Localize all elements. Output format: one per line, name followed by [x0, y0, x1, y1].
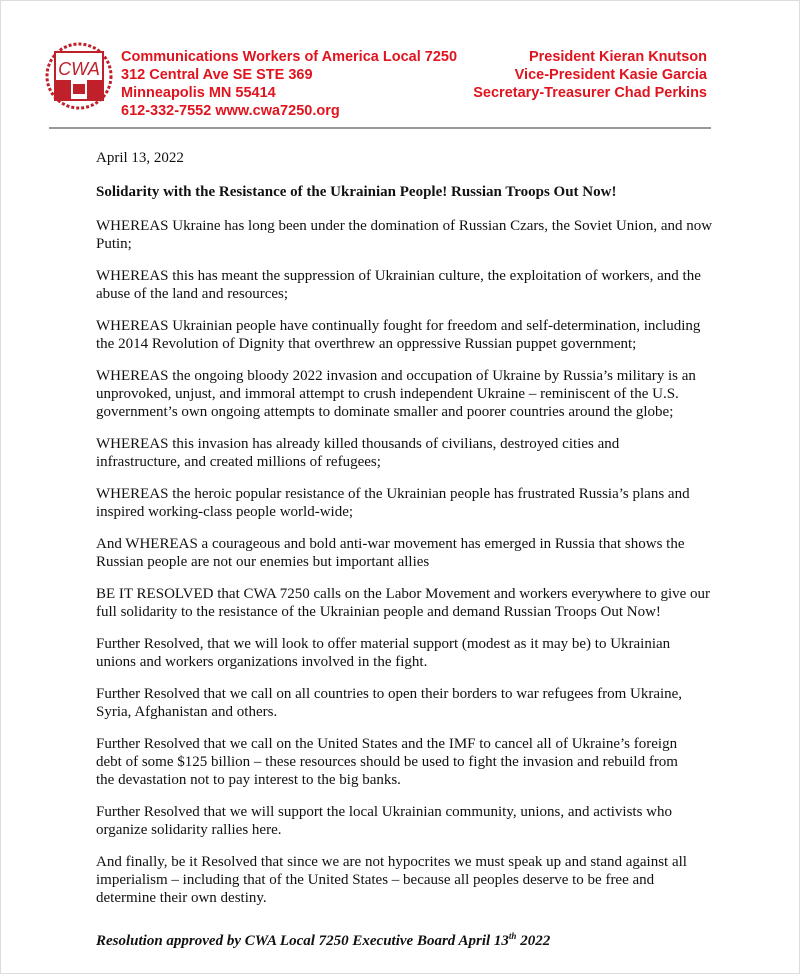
paragraph: [96, 267, 721, 303]
paragraph-line: infrastructure, and created millions of refugees;: [96, 454, 381, 470]
org-name: Communications Workers of America Local 7250: [121, 49, 458, 65]
paragraph: [96, 367, 721, 421]
officers: [473, 48, 707, 102]
approval-suffix: th: [508, 931, 517, 941]
svg-text:CWA: CWA: [58, 59, 100, 79]
paragraph-line: WHEREAS the heroic popular resistance of the Ukrainian people has frustrated Russia’s plans and: [96, 486, 690, 502]
paragraph: [96, 585, 721, 621]
paragraph-line: BE IT RESOLVED that CWA 7250 calls on the Labor Movement and workers everywhere to give our: [96, 586, 711, 602]
paragraph-line: WHEREAS Ukrainian people have continually fought for freedom and self-determination, including: [96, 318, 701, 334]
paragraph-line: WHEREAS the ongoing bloody 2022 invasion and occupation of Ukraine by Russia’s military is an: [96, 368, 696, 384]
paragraph-line: the devastation not to pay interest to the big banks.: [96, 772, 401, 788]
paragraph: [96, 217, 721, 253]
paragraph: [96, 853, 721, 907]
cwa-logo: [45, 42, 113, 110]
paragraph: [96, 803, 721, 839]
approval-year: 2022: [516, 933, 551, 949]
paragraph-line: And finally, be it Resolved that since we are not hypocrites we must speak up and stand against all: [96, 854, 687, 870]
resolution-paragraphs: [96, 217, 721, 907]
paragraph-line: unions and workers organizations involved in the fight.: [96, 654, 428, 670]
paragraph-line: imperialism – including that of the United States – because all peoples deserve to be free and: [96, 872, 655, 888]
paragraph-line: determine their own destiny.: [96, 890, 267, 906]
paragraph-line: WHEREAS Ukraine has long been under the domination of Russian Czars, the Soviet Union, and now: [96, 218, 713, 234]
paragraph: [96, 685, 721, 721]
paragraph-line: debt of some $125 billion – these resources should be used to fight the invasion and rebuild from: [96, 754, 678, 770]
paragraph-line: Russian people are not our enemies but important allies: [96, 554, 430, 570]
paragraph-line: government’s own ongoing attempts to dominate smaller and poorer countries around the globe;: [96, 404, 674, 420]
officer-secretary-treasurer: Secretary-Treasurer Chad Perkins: [473, 85, 707, 101]
paragraph-line: unprovoked, unjust, and immoral attempt to crush independent Ukraine – reminiscent of the U.S.: [96, 386, 679, 402]
org-street: 312 Central Ave SE STE 369: [121, 67, 313, 83]
officer-president: President Kieran Knutson: [528, 49, 707, 65]
paragraph-line: the 2014 Revolution of Dignity that overthrew an oppressive Russian puppet government;: [96, 336, 637, 352]
paragraph-line: abuse of the land and resources;: [96, 286, 289, 302]
paragraph-line: Further Resolved, that we will look to offer material support (modest as it may be) to Ukrainian: [96, 636, 671, 652]
paragraph-line: Putin;: [96, 236, 132, 252]
org-contact: 612-332-7552 www.cwa7250.org: [121, 103, 340, 119]
paragraph: [96, 635, 721, 671]
org-city: Minneapolis MN 55414: [121, 85, 276, 101]
paragraph: [96, 485, 721, 521]
paragraph-line: And WHEREAS a courageous and bold anti-war movement has emerged in Russia that shows the: [96, 536, 685, 552]
resolution-title: Solidarity with the Resistance of the Ukrainian People! Russian Troops Out Now!: [96, 184, 617, 200]
paragraph-line: inspired working-class people world-wide;: [96, 504, 354, 520]
paragraph-line: WHEREAS this invasion has already killed thousands of civilians, destroyed cities and: [96, 436, 620, 452]
paragraph: [96, 735, 721, 789]
approval-note: [96, 927, 550, 950]
paragraph-line: WHEREAS this has meant the suppression of Ukrainian culture, the exploitation of workers, and the: [96, 268, 701, 284]
document-body: [96, 149, 721, 921]
paragraph-line: organize solidarity rallies here.: [96, 822, 282, 838]
paragraph-line: full solidarity to the resistance of the Ukrainian people and demand Russian Troops Out Now!: [96, 604, 661, 620]
paragraph-line: Further Resolved that we call on all countries to open their borders to war refugees from Ukraine,: [96, 686, 683, 702]
paragraph: [96, 317, 721, 353]
paragraph: [96, 535, 721, 571]
letter-date: April 13, 2022: [96, 150, 184, 166]
paragraph-line: Further Resolved that we will support the local Ukrainian community, unions, and activists who: [96, 804, 673, 820]
org-address: [121, 48, 457, 120]
paragraph-line: Syria, Afghanistan and others.: [96, 704, 278, 720]
officer-vice-president: Vice-President Kasie Garcia: [514, 67, 707, 83]
header-divider: [49, 127, 711, 129]
paragraph-line: Further Resolved that we call on the United States and the IMF to cancel all of Ukraine’s foreign: [96, 736, 678, 752]
approval-text: Resolution approved by CWA Local 7250 Executive Board April 13: [96, 933, 509, 949]
paragraph: [96, 435, 721, 471]
